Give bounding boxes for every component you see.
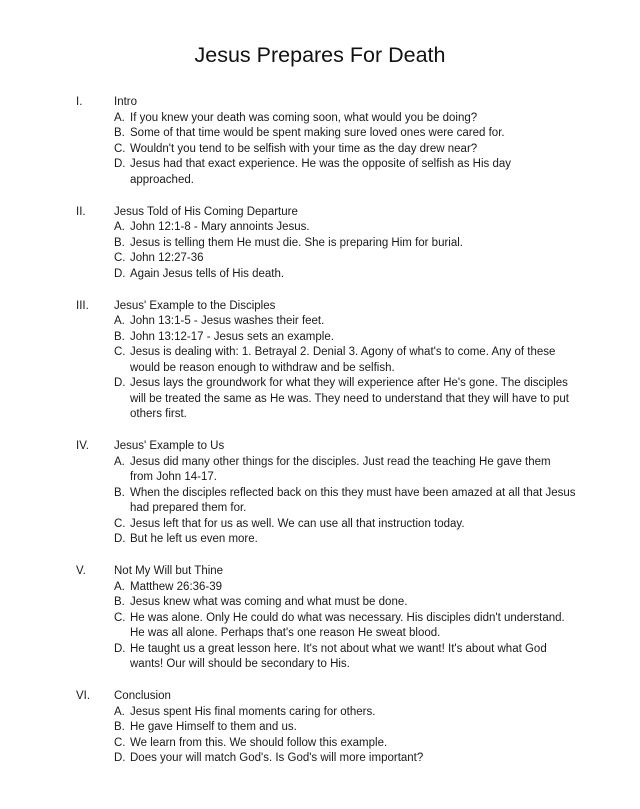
- item-letter: A.: [114, 580, 125, 593]
- item-text: We learn from this. We should follow this example.: [130, 736, 388, 749]
- outline-item: [0, 330, 640, 346]
- outline-item: [0, 580, 640, 596]
- item-letter: B.: [114, 127, 125, 139]
- item-text: Jesus left that for us as well. We can use all that instruction today.: [130, 517, 465, 530]
- section-items: [0, 580, 640, 673]
- section-items: [0, 314, 640, 423]
- outline-item: [0, 220, 640, 236]
- page-title: Jesus Prepares For Death: [194, 43, 446, 67]
- section-numeral: VI.: [76, 690, 91, 702]
- item-letter: B.: [114, 330, 125, 343]
- item-letter: C.: [114, 346, 126, 358]
- outline-section: [0, 299, 640, 423]
- item-letter: B.: [114, 721, 125, 733]
- section-heading: Jesus' Example to the Disciples: [114, 299, 276, 312]
- item-text: John 12:1-8 - Mary annoints Jesus.: [130, 221, 310, 233]
- outline-item: [0, 720, 640, 736]
- item-text: If you knew your death was coming soon, what would you be doing?: [130, 111, 478, 124]
- item-letter: A.: [114, 111, 125, 124]
- item-text: Does your will match God's. Is God's will more important?: [130, 752, 424, 764]
- item-text: When the disciples reflected back on this they must have been amazed at all that Jesus had prepared them for.: [130, 486, 576, 514]
- item-letter: B.: [114, 596, 125, 608]
- outline-item: [0, 157, 640, 188]
- item-letter: A.: [114, 455, 125, 468]
- outline-item: [0, 517, 640, 533]
- outline-item: [0, 376, 640, 423]
- section-items: [0, 705, 640, 767]
- item-letter: B.: [114, 236, 125, 249]
- section-header: [0, 564, 640, 580]
- outline-item: [0, 736, 640, 752]
- outline-item: [0, 595, 640, 611]
- item-text: Jesus lays the groundwork for what they will experience after He's gone. The disciples will be treated the same as He was. They need to understand that they will have to put others first.: [130, 377, 569, 420]
- item-text: He taught us a great lesson here. It's not about what we want! It's about what God wants! Our will should be secondary to His.: [130, 642, 547, 670]
- outline-item: [0, 455, 640, 486]
- outline-item: [0, 111, 640, 127]
- section-items: [0, 111, 640, 189]
- item-letter: A.: [114, 315, 125, 327]
- item-letter: D.: [114, 533, 126, 545]
- item-text: But he left us even more.: [130, 533, 258, 545]
- item-text: He gave Himself to them and us.: [130, 721, 297, 733]
- outline-item: [0, 142, 640, 158]
- outline-item: [0, 251, 640, 267]
- outline-section: [0, 564, 640, 673]
- section-heading: Not My Will but Thine: [114, 565, 224, 577]
- item-letter: D.: [114, 158, 126, 170]
- item-text: Jesus is dealing with: 1. Betrayal 2. Denial 3. Agony of what's to come. Any of these would be reason enough to withdraw and be selfish.: [130, 346, 556, 374]
- item-text: John 13:12-17 - Jesus sets an example.: [130, 330, 334, 343]
- item-letter: A.: [114, 705, 125, 718]
- outline-item: [0, 642, 640, 673]
- section-heading: Conclusion: [114, 690, 171, 702]
- section-heading: Intro: [114, 96, 138, 108]
- outline-section: [0, 439, 640, 548]
- item-text: Jesus is telling them He must die. She is preparing Him for burial.: [130, 236, 464, 249]
- outline-section: [0, 95, 640, 188]
- item-text: Jesus did many other things for the disciples. Just read the teaching He gave them from John 14-17.: [130, 455, 551, 483]
- item-letter: C.: [114, 252, 126, 264]
- item-letter: D.: [114, 642, 126, 655]
- section-numeral: I.: [76, 96, 83, 108]
- item-letter: C.: [114, 736, 126, 749]
- outline-item: [0, 236, 640, 252]
- item-letter: C.: [114, 517, 126, 530]
- outline-item: [0, 486, 640, 517]
- item-letter: B.: [114, 486, 125, 499]
- item-letter: D.: [114, 377, 126, 389]
- outline-item: [0, 751, 640, 767]
- outline-item: [0, 126, 640, 142]
- item-letter: D.: [114, 752, 126, 764]
- item-text: Again Jesus tells of His death.: [130, 267, 285, 280]
- outline-item: [0, 345, 640, 376]
- outline-section: [0, 205, 640, 283]
- section-header: [0, 95, 640, 111]
- section-heading: Jesus Told of His Coming Departure: [114, 205, 298, 218]
- section-numeral: V.: [76, 565, 86, 577]
- section-header: [0, 299, 640, 315]
- item-text: Wouldn't you tend to be selfish with your time as the day drew near?: [130, 142, 478, 155]
- section-items: [0, 220, 640, 282]
- section-numeral: IV.: [76, 440, 90, 452]
- item-text: He was alone. Only He could do what was necessary. His disciples didn't understand. He was all alone. Perhaps that's one reason He sweat blood.: [130, 611, 565, 639]
- item-letter: D.: [114, 267, 126, 280]
- item-text: Jesus spent His final moments caring for others.: [130, 705, 376, 718]
- section-numeral: III.: [76, 299, 89, 312]
- outline: [0, 95, 640, 783]
- outline-section: [0, 689, 640, 767]
- item-letter: C.: [114, 611, 126, 624]
- item-text: Some of that time would be spent making sure loved ones were cared for.: [130, 127, 505, 139]
- outline-item: [0, 267, 640, 283]
- section-heading: Jesus' Example to Us: [114, 440, 225, 452]
- section-header: [0, 689, 640, 705]
- item-text: Matthew 26:36-39: [130, 580, 223, 593]
- item-letter: C.: [114, 142, 126, 155]
- section-header: [0, 439, 640, 455]
- outline-item: [0, 314, 640, 330]
- item-letter: A.: [114, 221, 125, 233]
- section-header: [0, 205, 640, 221]
- item-text: John 13:1-5 - Jesus washes their feet.: [130, 315, 325, 327]
- item-text: Jesus knew what was coming and what must be done.: [130, 596, 408, 608]
- item-text: John 12:27-36: [130, 252, 204, 264]
- section-items: [0, 455, 640, 548]
- outline-item: [0, 705, 640, 721]
- outline-item: [0, 532, 640, 548]
- section-numeral: II.: [76, 205, 86, 218]
- item-text: Jesus had that exact experience. He was the opposite of selfish as His day approached.: [130, 158, 511, 186]
- outline-item: [0, 611, 640, 642]
